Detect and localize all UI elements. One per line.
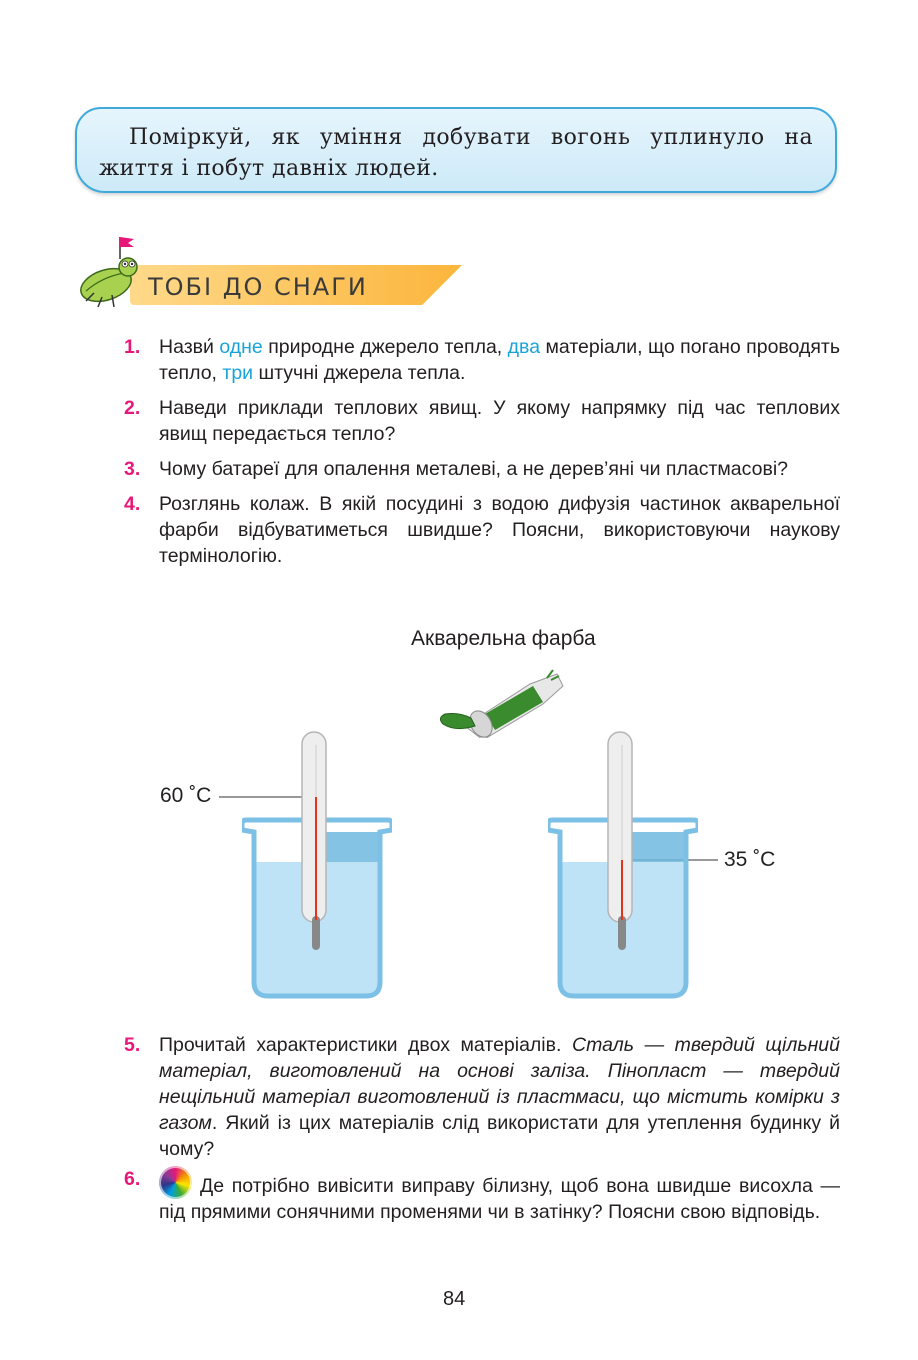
reflect-box (75, 107, 837, 193)
question-number: 1. (124, 336, 141, 358)
question-number: 5. (124, 1034, 141, 1056)
question-text: . Який із цих матеріалів слід використати для утеплення будинку й чому? (159, 1112, 840, 1160)
bug-mascot-icon (72, 233, 152, 313)
highlight-word: два (507, 336, 541, 358)
questions-list (124, 334, 840, 578)
beaker-left (242, 720, 392, 1000)
section-title: ТОБІ ДО СНАГИ (148, 273, 368, 301)
question-text: Наведи приклади теплових явищ. У якому напрямку під час теплових явищ передається тепло? (159, 397, 840, 445)
page-number: 84 (443, 1288, 466, 1310)
question-item (124, 1032, 840, 1162)
question-text: Де потрібно вивісити виправу білизну, щоб вона швидше висохла — під прямими сонячними променями чи в затінку? Поясни свою відповідь. (159, 1175, 840, 1223)
highlight-word: три (222, 362, 254, 384)
question-text: природне джерело тепла, (262, 336, 508, 358)
question-text: Чому батареї для опалення металеві, а не дерев’яні чи пластмасові? (159, 458, 788, 480)
question-text: Розглянь колаж. В якій посудині з водою дифузія частинок акварельної фарби відбуватиметься швидше? Поясни, використовуючи наукову термінологію. (159, 493, 840, 567)
right-temp-label: 35 ˚C (724, 848, 776, 871)
question-5 (124, 1032, 840, 1171)
question-number: 6. (124, 1168, 141, 1190)
paint-tube-icon (435, 656, 565, 738)
question-number: 3. (124, 458, 141, 480)
question-item (124, 456, 840, 482)
question-text: штучні джерела тепла. (253, 362, 466, 384)
question-text: Сталь — твердий щільний матеріал, виготовлений на основі заліза. Пінопласт — твердий нещільний матеріал виготовлений із пластмаси, що містить комірки з газом (159, 1034, 841, 1134)
beaker-right (548, 720, 698, 1000)
question-item (124, 395, 840, 447)
section-banner (72, 233, 402, 313)
question-text: Прочитай характеристики двох матеріалів. (159, 1034, 573, 1056)
question-number: 2. (124, 397, 141, 419)
left-temp-label: 60 ˚C (160, 784, 212, 807)
question-item (124, 334, 840, 386)
question-item (124, 491, 840, 569)
figure-caption: Акварельна фарба (411, 627, 596, 650)
question-number: 4. (124, 493, 141, 515)
highlight-word: одне (219, 336, 263, 358)
question-text: Назви́ (159, 336, 220, 358)
question-text: матеріали, що погано проводять тепло, (159, 336, 841, 384)
question-6 (124, 1166, 840, 1234)
reflect-text: Поміркуй, як уміння добувати вогонь уплинуло на життя і побут давніх людей. (99, 125, 813, 181)
question-item (124, 1166, 840, 1225)
color-wheel-icon (159, 1166, 192, 1199)
